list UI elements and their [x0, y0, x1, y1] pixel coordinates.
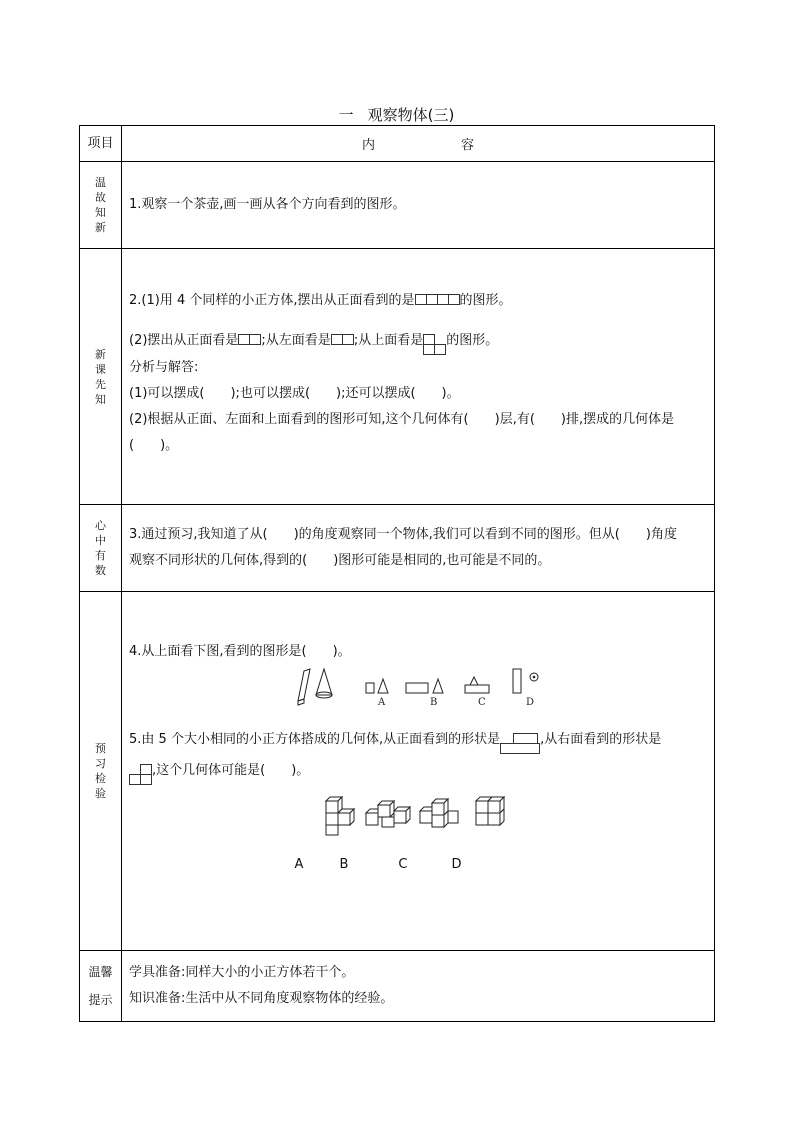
table-row [80, 162, 715, 249]
table-row [80, 951, 715, 1022]
row-content [122, 249, 715, 505]
row-content [122, 162, 715, 249]
tip-2: 知识准备:生活中从不同角度观察物体的经验。 [129, 991, 394, 1006]
question-4-figure [129, 665, 707, 713]
row-content [122, 505, 715, 592]
question-3-line2: 观察不同形状的几何体,得到的( )图形可能是相同的,也可能是不同的。 [129, 553, 551, 568]
row-label: 预习检验 [80, 592, 122, 951]
row-content [122, 592, 715, 951]
lesson-table [79, 125, 715, 1022]
front-view-shape-icon [500, 733, 540, 754]
four-square-row-icon [415, 294, 460, 305]
q4-shapes-figure [288, 665, 548, 709]
tip-1: 学具准备:同样大小的小正方体若干个。 [129, 965, 355, 980]
answer-1: (1)可以摆成( );也可以摆成( );还可以摆成( )。 [129, 386, 460, 401]
q4-option-b: B [430, 696, 438, 708]
row-label: 新课先知 [80, 249, 122, 505]
q4-option-a: A [378, 696, 386, 708]
q5-option-a: A [294, 856, 304, 872]
page-title [0, 104, 793, 125]
answer-2-line1: (2)根据从正面、左面和上面看到的图形可知,这个几何体有( )层,有( )排,摆成的几何体是 [129, 412, 675, 427]
two-square-left-icon [331, 334, 354, 345]
question-5-figure [129, 791, 707, 843]
analysis-label: 分析与解答: [129, 360, 199, 375]
q5-option-b: B [339, 856, 349, 872]
table-row [80, 249, 715, 505]
table-row [80, 505, 715, 592]
q5-option-labels [49, 857, 707, 872]
title-text: 观察物体(三) [367, 106, 455, 124]
row-content [122, 951, 715, 1022]
two-square-front-icon [238, 334, 261, 345]
top-view-shape-icon [423, 334, 446, 355]
q5-cube-structures-figure [318, 791, 518, 839]
row-label: 温馨提示 [80, 951, 122, 1022]
row-label: 心中有数 [80, 505, 122, 592]
table-row [80, 592, 715, 951]
question-5-line1: 5.由 5 个大小相同的小正方体搭成的几何体,从正面看到的形状是 ,从右面看到的形状是 [129, 727, 707, 754]
q4-option-c: C [478, 696, 486, 708]
q4-option-d: D [526, 696, 535, 708]
right-view-shape-icon [129, 764, 152, 785]
title-number: 一 [338, 106, 354, 124]
question-2-part2: (2)摆出从正面看是 ;从左面看是 ;从上面看是 的图形。 [129, 328, 707, 355]
q5-option-c: C [398, 856, 408, 872]
question-3-line1: 3.通过预习,我知道了从( )的角度观察同一个物体,我们可以看到不同的图形。但从( )角度 [129, 527, 677, 542]
answer-2-line2: ( )。 [129, 438, 179, 453]
header-item: 项目 [80, 126, 122, 162]
header-content: 内 容 [122, 126, 715, 162]
q5-option-d: D [451, 856, 462, 872]
row-label: 温故知新 [80, 162, 122, 249]
table-header-row [80, 126, 715, 162]
question-2-part1: 2.(1)用 4 个同样的小正方体,摆出从正面看到的是 的图形。 [129, 293, 512, 308]
question-4: 4.从上面看下图,看到的图形是( )。 [129, 643, 351, 659]
question-1: 1.观察一个茶壶,画一画从各个方向看到的图形。 [129, 197, 406, 212]
question-5-line2: ,这个几何体可能是( )。 [129, 758, 707, 785]
